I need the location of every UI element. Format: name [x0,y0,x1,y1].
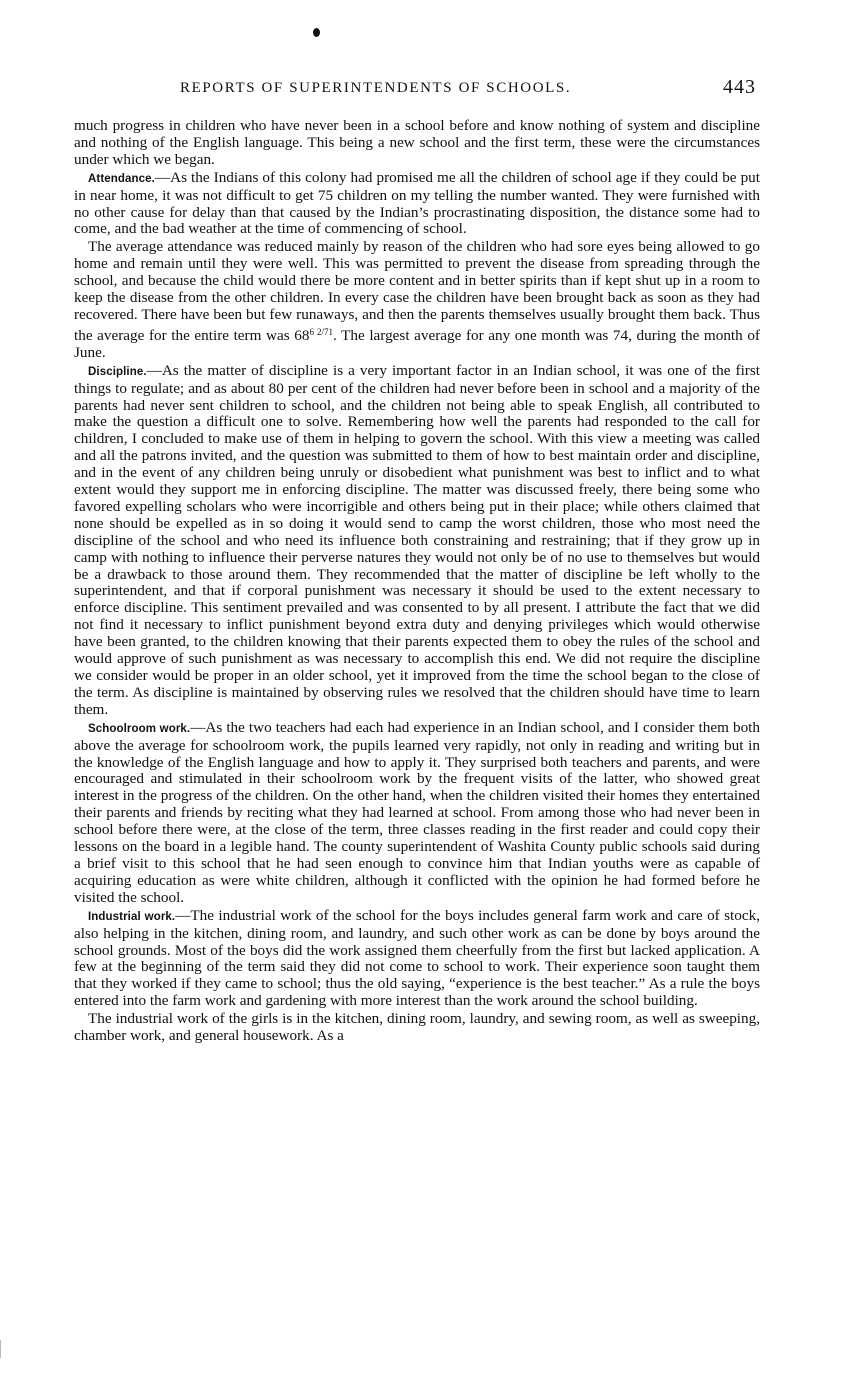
attendance-paragraph [74,170,760,239]
industrial-paragraph [74,908,760,1010]
page-body [74,118,760,1046]
schoolroom-text: —As the two teachers had each had experience in an Indian school, and I consider them both above the average for schoolroom work, the pupils learned very rapidly, not only in reading and writing but in the knowledge of the English language and how to apply it. They surprised both teachers and parents, and were encouraged and stimulated in their schoolroom work by the frequent visits of the latter, who showed great interest in the progress of the children. On the other hand, when the children visited their homes they entertained their parents and friends by reciting what they had learned at school. From among those who had never been in school before there were, at the close of the term, three classes reading in the first reader and could copy their lessons on the board in a legible hand. The county superintendent of Washita County public schools said during a brief visit to this school that he had seen enough to convince him that Indian youths were as capable of acquiring education as were white children, although it conflicted with the opinion he had formed before he visited the school. [74,718,760,906]
girls-paragraph: The industrial work of the girls is in the kitchen, dining room, laundry, and sewing room, as well as sweeping, chamber work, and general housework. As a [74,1010,760,1045]
discipline-text: —As the matter of discipline is a very important factor in an Indian school, it was one of the first things to regulate; and as about 80 per cent of the children had never before been in school and a majority of the parents had never sent children to school, and the children not being able to speak English, all contributed to make the question a difficult one to solve. Remembering how well the parents had responded to the call for children, I concluded to make use of them in helping to govern the school. With this view a meeting was called and all the patrons invited, and the question was submitted to them of how to best maintain order and discipline, and in the event of any children being unruly or disobedient what punishment was best to inflict and to what extent would they support me in enforcing discipline. The matter was discussed freely, there being some who favored expelling scholars who were incorrigible and others being put in their place; while others claimed that none should be expelled as in so doing it would send to camp the worst children, those who most need the discipline of the school and who need its influence both constraining and restraining; that if they grow up in camp with nothing to influence their perverse natures they would not only be of no use to themselves but would be a drawback to those around them. They recommended that the matter of discipline be left wholly to the superintendent, and that if corporal punishment was necessary it should be used to the extent necessary to enforce discipline. This sentiment prevailed and was consented to by all present. I attribute the fact that we did not find it necessary to inflict punishment beyond extra duty and denying privileges which would otherwise have been granted, to the children knowing that their parents expected them to obey the rules of the school and would approve of such punishment as was necessary to accomplish this end. We did not require the discipline we consider would be proper in an older school, yet it improved from the time the school began to the close of the term. As discipline is maintained by observing rules we resolved that the children should have time to learn them. [74,361,760,718]
ink-dot [313,28,320,37]
discipline-paragraph [74,363,760,719]
running-title: REPORTS OF SUPERINTENDENTS OF SCHOOLS. [180,80,572,96]
average-fraction: 6 2/71 [309,326,333,337]
industrial-heading: Industrial work. [88,910,176,923]
average-text-b: . The largest average for any one month was 74, during the month of June. [74,326,760,361]
schoolroom-heading: Schoolroom work. [88,722,191,735]
schoolroom-paragraph [74,720,760,907]
page-header [180,76,758,104]
discipline-heading: Discipline. [88,365,147,378]
average-text-a: The average attendance was reduced mainly by reason of the children who had sore eyes being allowed to go home and remain until they were well. This was permitted to prevent the disease from spreading through the school, and because the child would there be more content and in better spirits than if kept shut up in a room to keep the disease from the other children. In every case the children have been brought back as soon as they had recovered. There have been but few runaways, and then the parents themselves usually brought them back. Thus the average for the entire term was 68 [74,238,760,344]
intro-paragraph: much progress in children who have never been in a school before and know nothing of system and discipline and nothing of the English language. This being a new school and the first term, these were the circumstances under which we began. [74,117,760,168]
attendance-text: —As the Indians of this colony had promised me all the children of school age if they could be put in near home, it was not difficult to get 75 children on my telling the number wanted. They were furnished with no other cause for delay than that caused by the Indian’s procrastinating disposition, the distance some had to come, and the bad weather at the time of commencing of school. [74,168,760,238]
average-paragraph [74,239,760,361]
attendance-heading: Attendance. [88,172,155,185]
scan-edge-mark [0,1340,23,1358]
page-number: 443 [723,76,756,98]
industrial-text: —The industrial work of the school for the boys includes general farm work and care of stock, also helping in the kitchen, dining room, and laundry, and such other work as can be done by boys around the school grounds. Most of the boys did the work assigned them cheerfully from the first but lacked application. A few at the beginning of the term said they did not come to school to work. Their experience soon taught them that they worked if they came to school; thus the old saying, “experience is the best teacher.” As a rule the boys entered into the farm work and gardening with more interest than the work around the school building. [74,906,761,1010]
